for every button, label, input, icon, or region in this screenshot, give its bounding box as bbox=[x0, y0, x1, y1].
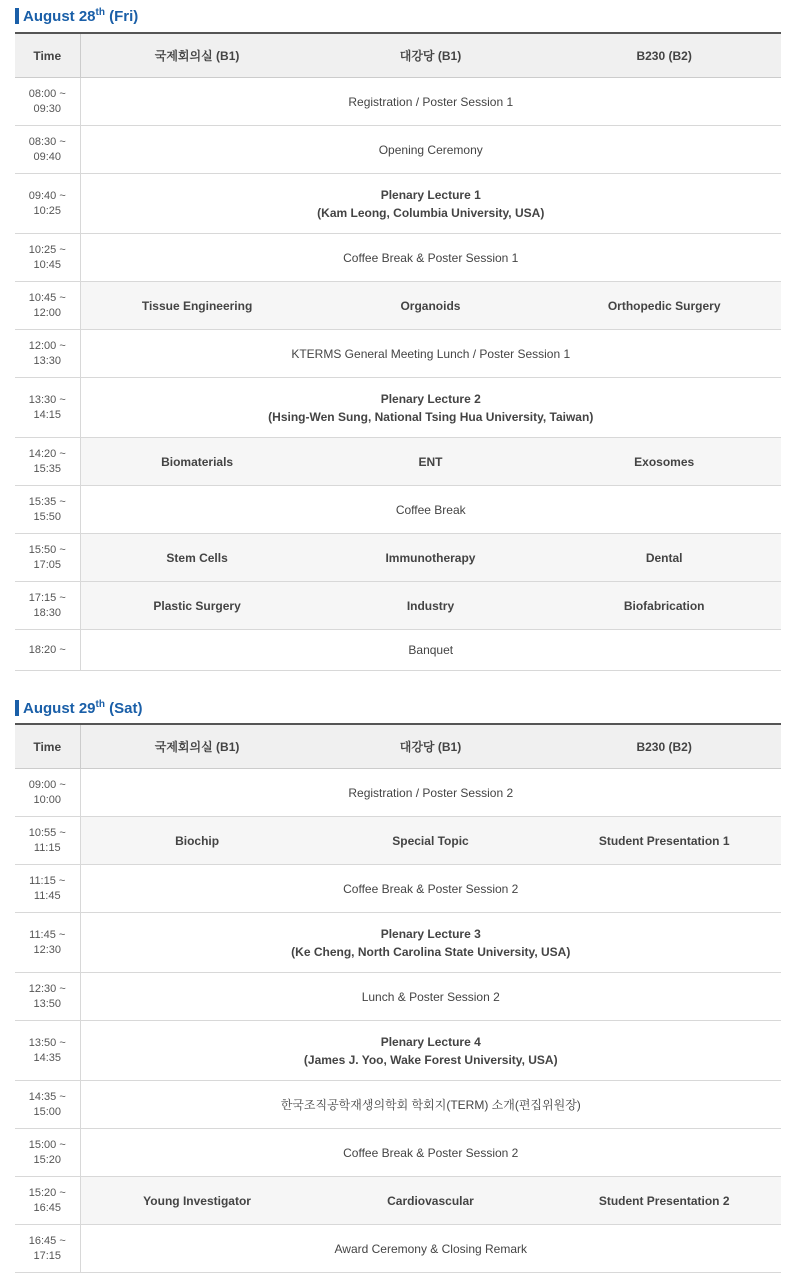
time-start: 08:30 ~ bbox=[28, 135, 66, 148]
table-row bbox=[15, 534, 781, 582]
event-cell: KTERMS General Meeting Lunch / Poster Session 1 bbox=[80, 330, 781, 378]
time-end: 14:15 bbox=[33, 408, 62, 421]
header-room-2: 대강당 (B1) bbox=[314, 724, 548, 769]
time-start: 10:25 ~ bbox=[28, 243, 66, 256]
table-row bbox=[15, 174, 781, 234]
plenary-lecture-cell bbox=[80, 1021, 781, 1081]
session-cell: Industry bbox=[314, 582, 548, 630]
time-end: 13:50 bbox=[33, 997, 62, 1010]
schedule-table-day-2 bbox=[15, 723, 781, 1273]
session-cell: Immunotherapy bbox=[314, 534, 548, 582]
time-end: 15:50 bbox=[33, 510, 62, 523]
table-row bbox=[15, 630, 781, 671]
table-row bbox=[15, 378, 781, 438]
table-row bbox=[15, 1225, 781, 1273]
table-row bbox=[15, 1129, 781, 1177]
table-row bbox=[15, 1081, 781, 1129]
session-cell: Tissue Engineering bbox=[80, 282, 314, 330]
plenary-lecture-cell bbox=[80, 913, 781, 973]
header-room-3: B230 (B2) bbox=[547, 33, 781, 78]
day-marker-bar bbox=[15, 700, 19, 716]
header-time: Time bbox=[15, 33, 80, 78]
session-cell: Student Presentation 2 bbox=[547, 1177, 781, 1225]
header-room-2: 대강당 (B1) bbox=[314, 33, 548, 78]
event-cell: Coffee Break & Poster Session 1 bbox=[80, 234, 781, 282]
time-end: 15:35 bbox=[33, 462, 62, 475]
session-cell: Biochip bbox=[80, 817, 314, 865]
event-cell: Lunch & Poster Session 2 bbox=[80, 973, 781, 1021]
session-cell: ENT bbox=[314, 438, 548, 486]
schedule-table-day-1 bbox=[15, 32, 781, 671]
header-time: Time bbox=[15, 724, 80, 769]
time-end: 15:20 bbox=[33, 1153, 62, 1166]
table-row bbox=[15, 973, 781, 1021]
event-cell: Coffee Break bbox=[80, 486, 781, 534]
time-start: 15:35 ~ bbox=[28, 495, 66, 508]
time-end: 16:45 bbox=[33, 1201, 62, 1214]
plenary-speaker: (Ke Cheng, North Carolina State University, USA) bbox=[291, 944, 571, 959]
time-start: 14:20 ~ bbox=[28, 447, 66, 460]
time-cell bbox=[15, 174, 80, 234]
time-end: 18:30 bbox=[33, 606, 62, 619]
event-cell: Coffee Break & Poster Session 2 bbox=[80, 1129, 781, 1177]
table-row bbox=[15, 817, 781, 865]
plenary-speaker: (Kam Leong, Columbia University, USA) bbox=[317, 205, 545, 220]
time-cell bbox=[15, 1225, 80, 1273]
time-start: 16:45 ~ bbox=[28, 1234, 66, 1247]
time-cell bbox=[15, 1129, 80, 1177]
time-start: 12:30 ~ bbox=[28, 982, 66, 995]
time-end: 17:05 bbox=[33, 558, 62, 571]
time-cell bbox=[15, 486, 80, 534]
time-start: 09:00 ~ bbox=[28, 778, 66, 791]
table-row bbox=[15, 913, 781, 973]
session-cell: Dental bbox=[547, 534, 781, 582]
plenary-title: Plenary Lecture 4 bbox=[380, 1034, 481, 1049]
table-row bbox=[15, 78, 781, 126]
table-header-row bbox=[15, 33, 781, 78]
table-row bbox=[15, 282, 781, 330]
event-cell: Registration / Poster Session 1 bbox=[80, 78, 781, 126]
event-cell: Opening Ceremony bbox=[80, 126, 781, 174]
day-header-1 bbox=[15, 4, 138, 28]
time-cell bbox=[15, 817, 80, 865]
time-cell bbox=[15, 1081, 80, 1129]
time-cell bbox=[15, 78, 80, 126]
time-end: 10:25 bbox=[33, 204, 62, 217]
plenary-lecture-cell bbox=[80, 378, 781, 438]
day-header-2 bbox=[15, 696, 142, 720]
time-end: 17:15 bbox=[33, 1249, 62, 1262]
table-row bbox=[15, 1177, 781, 1225]
time-start: 10:45 ~ bbox=[28, 291, 66, 304]
time-cell bbox=[15, 1021, 80, 1081]
time-start: 18:20 ~ bbox=[28, 643, 66, 656]
time-end: 11:15 bbox=[33, 841, 61, 854]
time-start: 15:50 ~ bbox=[28, 543, 66, 556]
table-row bbox=[15, 582, 781, 630]
plenary-speaker: (James J. Yoo, Wake Forest University, USA) bbox=[303, 1052, 558, 1067]
time-end: 10:00 bbox=[33, 793, 62, 806]
time-start: 14:35 ~ bbox=[28, 1090, 66, 1103]
time-start: 11:45 ~ bbox=[29, 928, 66, 941]
time-cell bbox=[15, 438, 80, 486]
table-row bbox=[15, 865, 781, 913]
time-cell bbox=[15, 126, 80, 174]
header-room-3: B230 (B2) bbox=[547, 724, 781, 769]
time-end: 11:45 bbox=[33, 889, 61, 902]
time-end: 14:35 bbox=[33, 1051, 62, 1064]
event-cell: 한국조직공학재생의학회 학회지(TERM) 소개(편집위원장) bbox=[80, 1081, 781, 1129]
plenary-title: Plenary Lecture 1 bbox=[380, 187, 481, 202]
time-cell bbox=[15, 769, 80, 817]
session-cell: Plastic Surgery bbox=[80, 582, 314, 630]
table-row bbox=[15, 330, 781, 378]
day-marker-bar bbox=[15, 8, 19, 24]
time-start: 15:20 ~ bbox=[28, 1186, 66, 1199]
header-room-1: 국제회의실 (B1) bbox=[80, 724, 314, 769]
time-start: 11:15 ~ bbox=[29, 874, 66, 887]
table-header-row bbox=[15, 724, 781, 769]
plenary-lecture-cell bbox=[80, 174, 781, 234]
time-end: 15:00 bbox=[33, 1105, 62, 1118]
time-start: 12:00 ~ bbox=[28, 339, 66, 352]
time-cell bbox=[15, 330, 80, 378]
time-end: 09:30 bbox=[33, 102, 62, 115]
time-cell bbox=[15, 534, 80, 582]
time-end: 12:30 bbox=[33, 943, 62, 956]
table-row bbox=[15, 1021, 781, 1081]
day-title: August 28th (Fri) bbox=[23, 7, 139, 25]
time-cell bbox=[15, 1177, 80, 1225]
table-row bbox=[15, 234, 781, 282]
table-row bbox=[15, 486, 781, 534]
time-start: 09:40 ~ bbox=[28, 189, 66, 202]
time-start: 13:30 ~ bbox=[28, 393, 66, 406]
table-row bbox=[15, 126, 781, 174]
session-cell: Young Investigator bbox=[80, 1177, 314, 1225]
plenary-title: Plenary Lecture 2 bbox=[380, 391, 481, 406]
time-cell bbox=[15, 378, 80, 438]
time-end: 13:30 bbox=[33, 354, 62, 367]
event-cell: Banquet bbox=[80, 630, 781, 671]
event-cell: Award Ceremony & Closing Remark bbox=[80, 1225, 781, 1273]
session-cell: Biomaterials bbox=[80, 438, 314, 486]
event-cell: Coffee Break & Poster Session 2 bbox=[80, 865, 781, 913]
time-start: 13:50 ~ bbox=[28, 1036, 66, 1049]
session-cell: Biofabrication bbox=[547, 582, 781, 630]
plenary-speaker: (Hsing-Wen Sung, National Tsing Hua University, Taiwan) bbox=[268, 409, 594, 424]
time-start: 17:15 ~ bbox=[28, 591, 66, 604]
session-cell: Orthopedic Surgery bbox=[547, 282, 781, 330]
time-cell bbox=[15, 973, 80, 1021]
day-title: August 29th (Sat) bbox=[23, 699, 143, 717]
time-start: 15:00 ~ bbox=[28, 1138, 66, 1151]
table-row bbox=[15, 438, 781, 486]
header-room-1: 국제회의실 (B1) bbox=[80, 33, 314, 78]
time-cell bbox=[15, 913, 80, 973]
time-cell bbox=[15, 630, 80, 671]
session-cell: Exosomes bbox=[547, 438, 781, 486]
time-end: 12:00 bbox=[33, 306, 62, 319]
table-row bbox=[15, 769, 781, 817]
event-cell: Registration / Poster Session 2 bbox=[80, 769, 781, 817]
session-cell: Organoids bbox=[314, 282, 548, 330]
time-cell bbox=[15, 234, 80, 282]
session-cell: Student Presentation 1 bbox=[547, 817, 781, 865]
session-cell: Special Topic bbox=[314, 817, 548, 865]
plenary-title: Plenary Lecture 3 bbox=[380, 926, 481, 941]
time-start: 08:00 ~ bbox=[28, 87, 66, 100]
time-end: 09:40 bbox=[33, 150, 62, 163]
time-cell bbox=[15, 282, 80, 330]
time-end: 10:45 bbox=[33, 258, 62, 271]
time-cell bbox=[15, 865, 80, 913]
time-start: 10:55 ~ bbox=[28, 826, 66, 839]
session-cell: Stem Cells bbox=[80, 534, 314, 582]
time-cell bbox=[15, 582, 80, 630]
session-cell: Cardiovascular bbox=[314, 1177, 548, 1225]
